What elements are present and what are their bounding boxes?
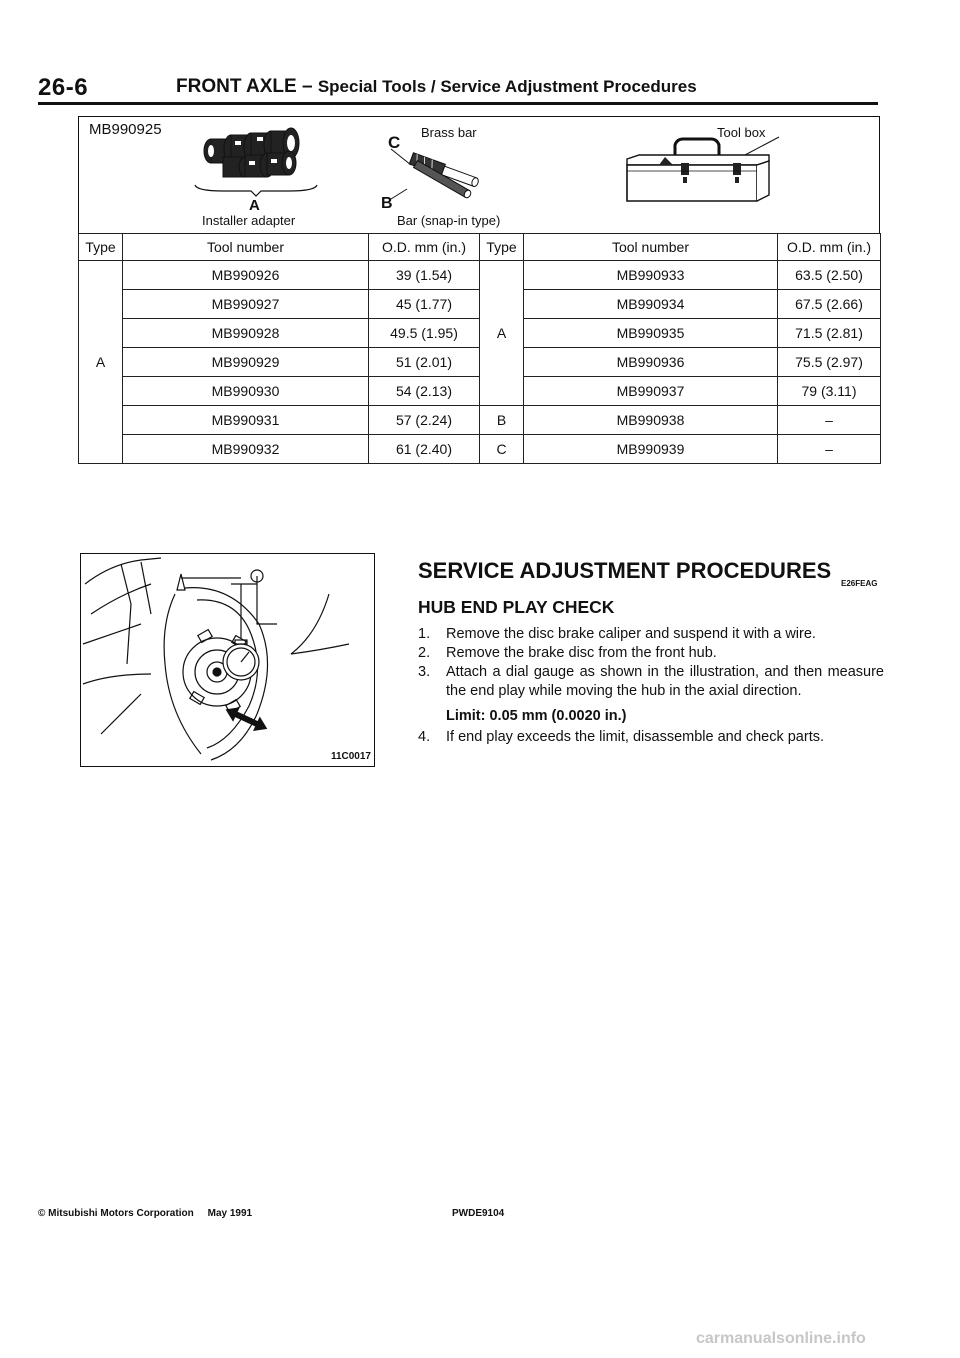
od-cell: – — [778, 435, 881, 464]
od-cell: 57 (2.24) — [369, 406, 480, 435]
tool-set-number: MB990925 — [89, 121, 162, 138]
special-tools-table — [78, 233, 881, 464]
service-title: SERVICE ADJUSTMENT PROCEDURES — [418, 558, 832, 583]
tool-number-cell: MB990934 — [524, 290, 778, 319]
header-tool-number: Tool number — [123, 234, 369, 261]
tool-number-cell: MB990926 — [123, 261, 369, 290]
od-cell: – — [778, 406, 881, 435]
tool-number-cell: MB990930 — [123, 377, 369, 406]
od-cell: 71.5 (2.81) — [778, 319, 881, 348]
installer-letter: A — [249, 197, 260, 214]
od-cell: 39 (1.54) — [369, 261, 480, 290]
step-item — [418, 663, 884, 701]
header-type: Type — [79, 234, 123, 261]
limit-value: Limit: 0.05 mm (0.0020 in.) — [446, 708, 627, 724]
bar-letter: B — [381, 195, 393, 212]
page-heading — [176, 76, 697, 98]
installer-adapter-label: Installer adapter — [202, 213, 296, 228]
step-text: Remove the brake disc from the front hub. — [446, 645, 717, 661]
type-cell: C — [480, 435, 524, 464]
watermark: carmanualsonline.info — [696, 1330, 866, 1347]
tool-number-cell: MB990931 — [123, 406, 369, 435]
step-number: 2. — [418, 645, 431, 661]
bar-label: Bar (snap-in type) — [397, 213, 501, 228]
type-cell: B — [480, 406, 524, 435]
bar-icon — [385, 147, 495, 205]
tool-number-cell: MB990927 — [123, 290, 369, 319]
tool-number-cell: MB990939 — [524, 435, 778, 464]
header-type: Type — [480, 234, 524, 261]
tool-number-cell: MB990938 — [524, 406, 778, 435]
page-number: 26-6 — [38, 74, 89, 101]
section-title: FRONT AXLE — [176, 76, 297, 97]
table-row — [79, 406, 881, 435]
step-text: Attach a dial gauge as shown in the illustration, and then measure the end play while moving the hub in the axial direction. — [446, 664, 884, 699]
tool-number-cell: MB990928 — [123, 319, 369, 348]
tool-number-cell: MB990933 — [524, 261, 778, 290]
heading-dash: – — [301, 76, 313, 97]
header-od: O.D. mm (in.) — [369, 234, 480, 261]
tool-number-cell: MB990929 — [123, 348, 369, 377]
special-tools-illustration — [78, 116, 880, 234]
tool-number-cell: MB990936 — [524, 348, 778, 377]
hub-end-play-illustration — [80, 553, 375, 767]
hub-end-play-heading: HUB END PLAY CHECK — [418, 597, 615, 617]
step-text: If end play exceeds the limit, disassemble and check parts. — [446, 729, 824, 745]
od-cell: 79 (3.11) — [778, 377, 881, 406]
bracket-icon — [193, 183, 319, 197]
od-cell: 75.5 (2.97) — [778, 348, 881, 377]
type-cell: A — [480, 261, 524, 406]
od-cell: 45 (1.77) — [369, 290, 480, 319]
tool-box-label: Tool box — [717, 125, 766, 140]
od-cell: 67.5 (2.66) — [778, 290, 881, 319]
figure-code: 11C0017 — [330, 751, 371, 762]
footer-date: May 1991 — [207, 1208, 253, 1219]
step-text: Remove the disc brake caliper and suspend it with a wire. — [446, 626, 816, 642]
footer-doc-code: PWDE9104 — [452, 1208, 505, 1219]
header-rule — [38, 102, 878, 105]
type-cell: A — [79, 261, 123, 464]
toolbox-icon — [619, 135, 789, 205]
step-number: 4. — [418, 729, 431, 745]
hub-dial-gauge-icon — [81, 554, 375, 767]
section-subtitle: Special Tools / Service Adjustment Procedures — [317, 77, 697, 96]
step-item — [418, 644, 884, 663]
step-number: 3. — [418, 664, 431, 680]
od-cell: 49.5 (1.95) — [369, 319, 480, 348]
header-tool-number: Tool number — [524, 234, 778, 261]
brass-bar-label: Brass bar — [421, 125, 477, 140]
procedure-steps — [418, 625, 884, 747]
od-cell: 63.5 (2.50) — [778, 261, 881, 290]
tool-number-cell: MB990932 — [123, 435, 369, 464]
tool-number-cell: MB990937 — [524, 377, 778, 406]
od-cell: 61 (2.40) — [369, 435, 480, 464]
header-od: O.D. mm (in.) — [778, 234, 881, 261]
step-item — [418, 625, 884, 644]
od-cell: 54 (2.13) — [369, 377, 480, 406]
installer-adapter-icon — [197, 127, 317, 189]
table-row — [79, 435, 881, 464]
brass-bar-letter: C — [388, 133, 401, 152]
table-header-row — [79, 234, 881, 261]
table-row — [79, 261, 881, 290]
step-number: 1. — [418, 626, 431, 642]
copyright-text: © Mitsubishi Motors Corporation — [38, 1208, 194, 1219]
od-cell: 51 (2.01) — [369, 348, 480, 377]
footer-copyright — [38, 1208, 252, 1219]
service-code: E26FEAG — [841, 579, 878, 588]
step-item — [418, 728, 884, 747]
tool-number-cell: MB990935 — [524, 319, 778, 348]
